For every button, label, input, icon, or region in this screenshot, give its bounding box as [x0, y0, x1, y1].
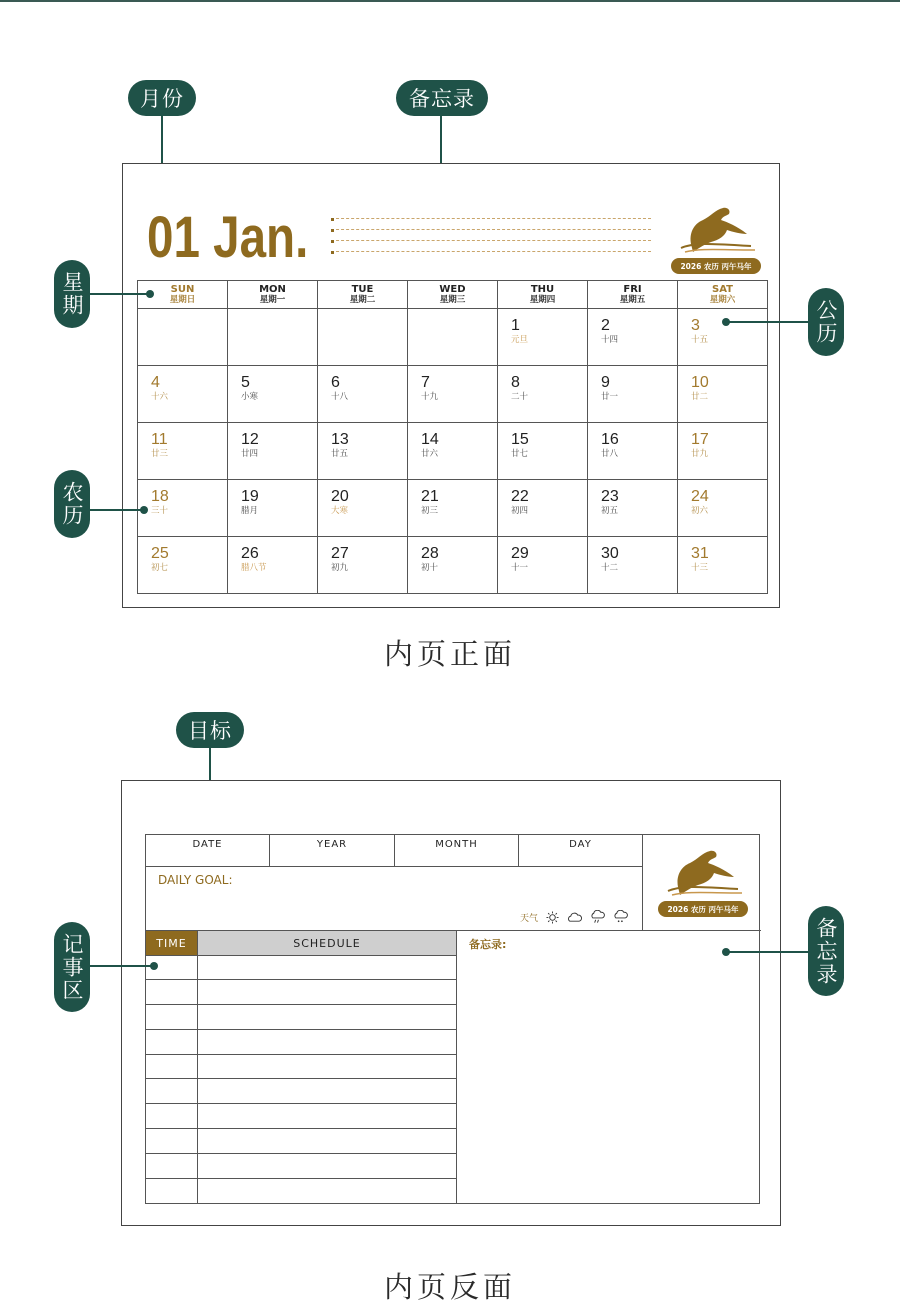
date-cell[interactable]: DATE [146, 835, 270, 867]
day-number: 17 [691, 431, 709, 448]
horse-icon [658, 847, 748, 899]
day-number: 14 [421, 431, 439, 448]
calendar-day[interactable] [498, 366, 588, 423]
memo-divider [456, 931, 457, 1204]
lunar-date: 十四 [601, 335, 619, 345]
callout-goal: 目标 [176, 712, 244, 748]
calendar-day[interactable] [498, 423, 588, 480]
calendar-day[interactable] [138, 309, 228, 366]
back-grid [145, 834, 760, 1204]
day-number: 7 [421, 374, 430, 391]
schedule-row[interactable] [146, 1154, 456, 1179]
caption-front: 内页正面 [383, 637, 516, 671]
callout-lunar: 农历 [54, 470, 90, 538]
memo-line[interactable] [331, 208, 651, 219]
weekday-zh: 星期二 [349, 294, 376, 305]
logo-divider [642, 835, 643, 931]
lunar-date: 廿七 [511, 449, 529, 459]
calendar-day[interactable] [138, 537, 228, 594]
weekday-header [318, 281, 408, 309]
daily-goal-label[interactable]: DAILY GOAL: [158, 873, 233, 887]
calendar-week [138, 423, 768, 480]
day-number: 12 [241, 431, 259, 448]
calendar-day[interactable] [408, 309, 498, 366]
day-number: 19 [241, 488, 259, 505]
calendar-day[interactable] [408, 366, 498, 423]
day-number: 2 [601, 317, 610, 334]
lunar-date: 二十 [511, 392, 529, 402]
caption-back: 内页反面 [383, 1270, 516, 1300]
lunar-date: 腊八节 [241, 563, 267, 573]
rain-icon[interactable] [590, 910, 605, 924]
schedule-row[interactable] [146, 955, 456, 980]
day-number: 24 [691, 488, 709, 505]
lunar-date: 初四 [511, 506, 529, 516]
day-cell[interactable]: DAY [519, 835, 643, 867]
calendar-week [138, 309, 768, 366]
calendar-day[interactable] [408, 423, 498, 480]
calendar-week [138, 537, 768, 594]
callout-month: 月份 [128, 80, 196, 116]
calendar-day[interactable] [228, 366, 318, 423]
calendar-day[interactable] [588, 423, 678, 480]
calendar-day[interactable] [678, 480, 768, 537]
day-number: 16 [601, 431, 619, 448]
calendar-day[interactable] [408, 480, 498, 537]
day-number: 22 [511, 488, 529, 505]
schedule-row[interactable] [146, 1179, 456, 1204]
calendar-day[interactable] [498, 309, 588, 366]
lunar-date: 廿三 [151, 449, 169, 459]
callout-memo-side-dot [722, 948, 730, 956]
day-number: 6 [331, 374, 340, 391]
callout-memo-top: 备忘录 [396, 80, 488, 116]
month-title: 01 Jan. [147, 205, 309, 270]
day-number: 4 [151, 374, 160, 391]
calendar-week [138, 480, 768, 537]
weekday-zh: 星期四 [529, 294, 556, 305]
day-number: 21 [421, 488, 439, 505]
calendar-day[interactable] [678, 537, 768, 594]
snow-icon[interactable] [613, 910, 628, 924]
horse-logo-back [658, 847, 748, 917]
calendar-day[interactable] [408, 537, 498, 594]
weekday-zh: 星期六 [709, 294, 736, 305]
lunar-date: 初三 [421, 506, 439, 516]
calendar-day[interactable] [138, 423, 228, 480]
lunar-date: 廿九 [691, 449, 709, 459]
horse-icon [671, 204, 761, 256]
weekday-zh: 星期三 [439, 294, 466, 305]
lunar-date: 廿一 [601, 392, 619, 402]
day-number: 1 [511, 317, 520, 334]
day-number: 28 [421, 545, 439, 562]
lunar-date: 十三 [691, 563, 709, 573]
calendar-day[interactable] [588, 480, 678, 537]
weekday-en: SAT [712, 283, 733, 295]
lunar-date: 初六 [691, 506, 709, 516]
calendar-day[interactable] [228, 309, 318, 366]
calendar-day[interactable] [318, 480, 408, 537]
day-number: 13 [331, 431, 349, 448]
calendar-day[interactable] [318, 309, 408, 366]
time-header: TIME [146, 931, 197, 955]
schedule-row[interactable] [146, 980, 456, 1005]
memo-line[interactable] [331, 219, 651, 230]
calendar-day[interactable] [678, 309, 768, 366]
horse-logo [671, 204, 761, 274]
weekday-header [498, 281, 588, 309]
month-cell[interactable]: MONTH [395, 835, 519, 867]
lunar-date: 初七 [151, 563, 169, 573]
lunar-date: 十五 [691, 335, 709, 345]
calendar-day[interactable] [588, 537, 678, 594]
day-number: 26 [241, 545, 259, 562]
schedule-row[interactable] [146, 1129, 456, 1154]
lunar-date: 初五 [601, 506, 619, 516]
schedule-row[interactable] [146, 1055, 456, 1080]
lunar-date: 小寒 [241, 392, 259, 402]
year-cell[interactable]: YEAR [270, 835, 395, 867]
calendar-day[interactable] [228, 480, 318, 537]
weekday-zh: 星期一 [259, 294, 286, 305]
lunar-date: 十六 [151, 392, 169, 402]
lunar-date: 廿二 [691, 392, 709, 402]
weekday-en: MON [259, 283, 286, 295]
sun-icon[interactable] [546, 911, 559, 924]
lunar-date: 十八 [331, 392, 349, 402]
callout-memo-side: 备忘录 [808, 906, 844, 996]
day-number: 8 [511, 374, 520, 391]
calendar-day[interactable] [498, 480, 588, 537]
weekday-header [228, 281, 318, 309]
day-number: 27 [331, 545, 349, 562]
day-number: 18 [151, 488, 169, 505]
weekday-en: WED [439, 283, 466, 295]
calendar-day[interactable] [678, 366, 768, 423]
weekday-header [678, 281, 768, 309]
day-number: 31 [691, 545, 709, 562]
lunar-date: 初十 [421, 563, 439, 573]
schedule-row[interactable] [146, 1030, 456, 1055]
back-page [121, 780, 781, 1226]
weekday-en: TUE [351, 283, 374, 295]
day-number: 3 [691, 317, 700, 334]
callout-gregorian-dot [722, 318, 730, 326]
memo-title: 备忘录: [469, 938, 507, 951]
calendar-day[interactable] [498, 537, 588, 594]
calendar-day[interactable] [138, 480, 228, 537]
lunar-date: 廿六 [421, 449, 439, 459]
calendar-day[interactable] [318, 366, 408, 423]
weekday-zh: 星期五 [619, 294, 646, 305]
cloudy-icon[interactable] [567, 911, 582, 924]
weather-label: 天气 [520, 913, 539, 924]
weekday-en: SUN [170, 283, 195, 295]
callout-gregorian: 公历 [808, 288, 844, 356]
callout-notes-dot [150, 962, 158, 970]
lunar-date: 廿五 [331, 449, 349, 459]
memo-lines [331, 208, 651, 252]
schedule-header: SCHEDULE [197, 931, 456, 955]
callout-lunar-dot [140, 506, 148, 514]
calendar-day[interactable] [588, 309, 678, 366]
schedule-row[interactable] [146, 1005, 456, 1030]
callout-lunar-line [90, 509, 144, 511]
calendar-day[interactable] [318, 537, 408, 594]
day-number: 11 [151, 431, 168, 448]
logo-badge: 2026 农历 丙午马年 [671, 258, 761, 274]
lunar-date: 十一 [511, 563, 529, 573]
memo-line[interactable] [331, 241, 651, 252]
calendar-day[interactable] [138, 366, 228, 423]
day-number: 9 [601, 374, 610, 391]
calendar-week [138, 366, 768, 423]
top-divider [0, 0, 900, 2]
lunar-date: 腊月 [241, 506, 259, 516]
day-number: 15 [511, 431, 529, 448]
logo-badge: 2026 农历 丙午马年 [658, 901, 748, 917]
schedule-row[interactable] [146, 1080, 456, 1105]
day-number: 30 [601, 545, 619, 562]
day-number: 20 [331, 488, 349, 505]
lunar-date: 廿四 [241, 449, 259, 459]
callout-notes: 记事区 [54, 922, 90, 1012]
lunar-date: 元旦 [511, 335, 529, 345]
day-number: 29 [511, 545, 529, 562]
lunar-date: 初九 [331, 563, 349, 573]
calendar-day[interactable] [228, 423, 318, 480]
weekday-header [408, 281, 498, 309]
calendar-day[interactable] [678, 423, 768, 480]
weekday-zh: 星期日 [169, 294, 196, 305]
callout-notes-line [90, 965, 154, 967]
lunar-date: 廿八 [601, 449, 619, 459]
schedule-row[interactable] [146, 1104, 456, 1129]
memo-line[interactable] [331, 230, 651, 241]
lunar-date: 三十 [151, 506, 169, 516]
lunar-date: 大寒 [331, 506, 349, 516]
day-number: 5 [241, 374, 250, 391]
day-number: 25 [151, 545, 169, 562]
day-number: 10 [691, 374, 709, 391]
callout-weekday: 星期 [54, 260, 90, 328]
lunar-date: 十二 [601, 563, 619, 573]
weather-row [520, 910, 628, 924]
lunar-date: 十九 [421, 392, 439, 402]
weekday-en: THU [530, 283, 555, 295]
weekday-header [588, 281, 678, 309]
calendar-day[interactable] [228, 537, 318, 594]
callout-memo-side-line [728, 951, 808, 953]
front-page [122, 163, 780, 608]
calendar-day[interactable] [588, 366, 678, 423]
callout-weekday-dot [146, 290, 154, 298]
callout-weekday-line [90, 293, 150, 295]
calendar-day[interactable] [318, 423, 408, 480]
day-number: 23 [601, 488, 619, 505]
calendar-grid [137, 280, 768, 594]
weekday-en: FRI [623, 283, 642, 295]
callout-gregorian-line [728, 321, 808, 323]
